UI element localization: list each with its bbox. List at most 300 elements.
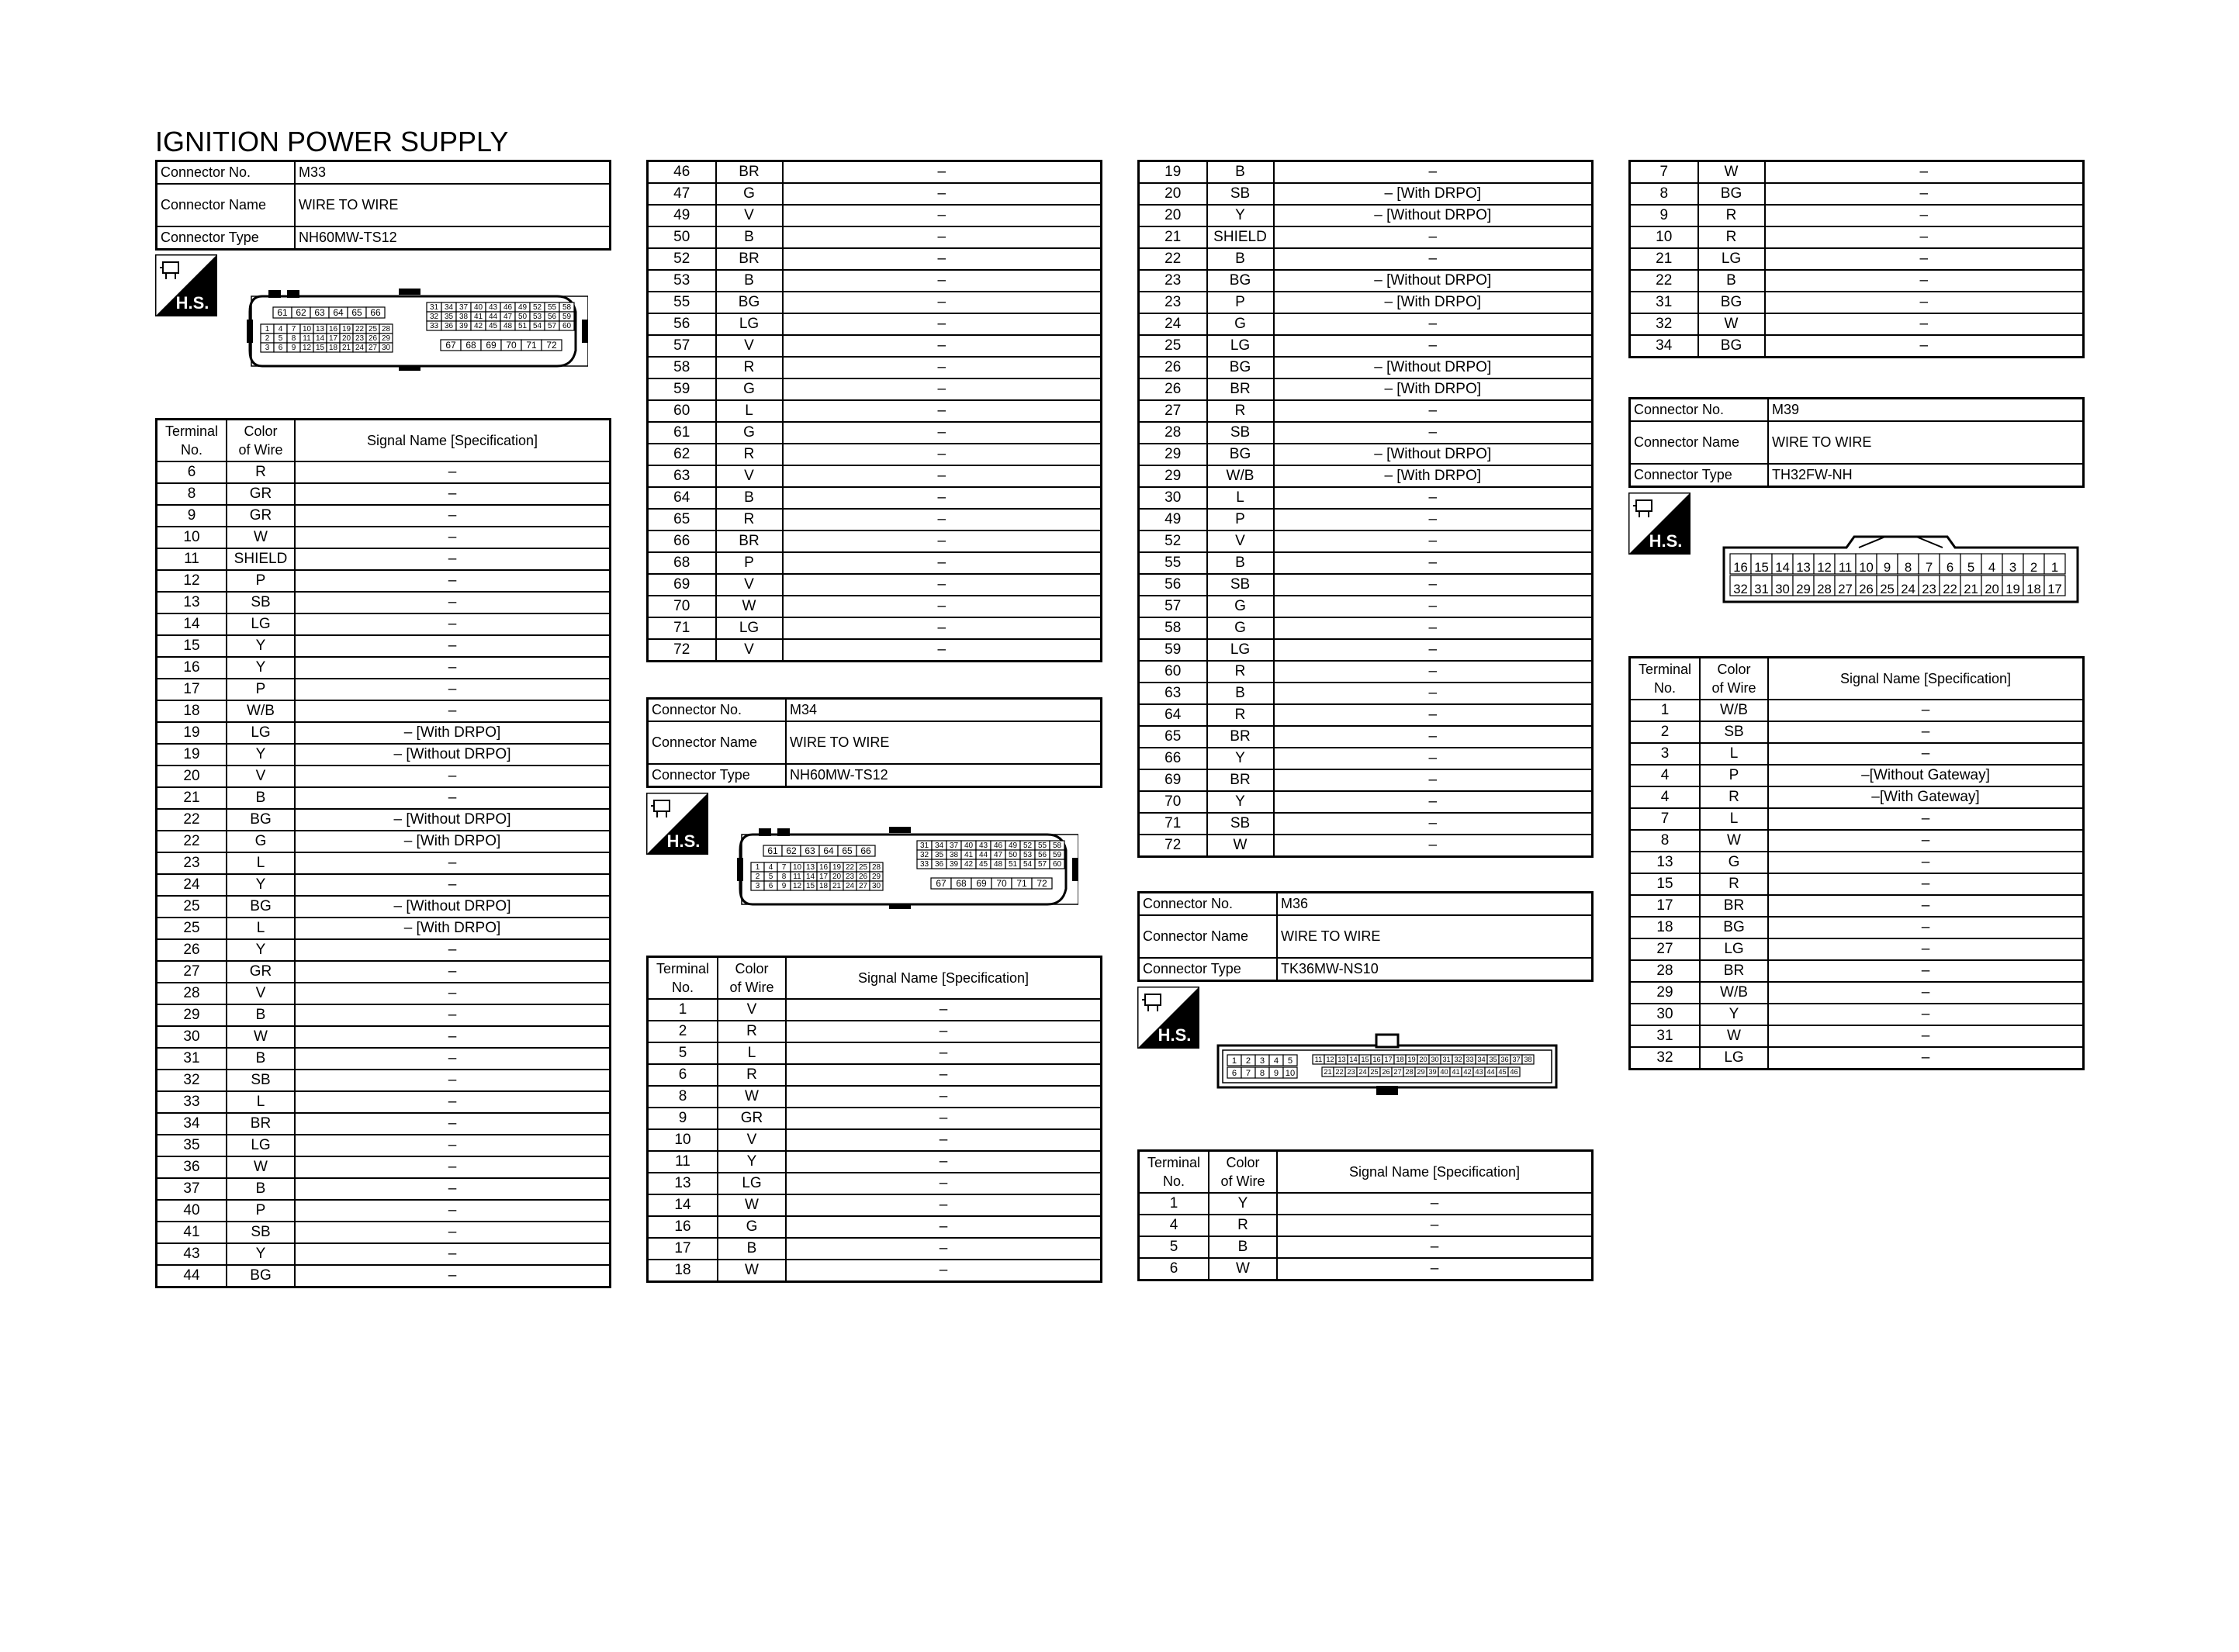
wire-color-cell: W bbox=[718, 1086, 786, 1108]
pin-label: 21 bbox=[1964, 582, 1978, 596]
terminal-cell: 71 bbox=[648, 617, 716, 639]
wire-color-cell: GR bbox=[718, 1108, 786, 1129]
pin-label: 11 bbox=[1314, 1056, 1323, 1063]
terminal-cell: 41 bbox=[157, 1222, 227, 1243]
terminal-cell: 25 bbox=[157, 918, 227, 939]
pin-label: 9 bbox=[781, 882, 787, 890]
signal-name-cell: – bbox=[1768, 808, 2084, 830]
terminal-cell: 11 bbox=[157, 548, 227, 570]
signal-table-m39 bbox=[1628, 656, 2085, 1070]
table-row bbox=[157, 1178, 611, 1200]
pin-label: 70 bbox=[506, 340, 517, 351]
terminal-cell: 66 bbox=[648, 531, 716, 552]
pin-label: 20 bbox=[1985, 582, 1999, 596]
pin-label: 50 bbox=[517, 313, 528, 321]
signal-name-cell: – bbox=[783, 226, 1102, 248]
pin-label: 27 bbox=[1393, 1068, 1402, 1076]
terminal-cell: 70 bbox=[648, 596, 716, 617]
signal-name-cell: – bbox=[1274, 661, 1593, 683]
pin-label: 43 bbox=[978, 842, 988, 850]
table-row bbox=[157, 635, 611, 657]
wire-color-cell: LG bbox=[1700, 1047, 1768, 1070]
pin-label: 50 bbox=[1008, 851, 1018, 859]
pin-label: 67 bbox=[445, 340, 456, 351]
signal-name-cell: – bbox=[783, 639, 1102, 662]
pin-label: 35 bbox=[934, 851, 944, 859]
pin-label: 19 bbox=[341, 325, 351, 334]
pin-label: 24 bbox=[845, 882, 855, 890]
table-row bbox=[157, 1222, 611, 1243]
wire-color-cell: B bbox=[718, 1238, 786, 1260]
wire-color-cell: LG bbox=[716, 313, 783, 335]
wire-color-cell: BR bbox=[1207, 769, 1274, 791]
signal-name-cell: – [With DRPO] bbox=[295, 722, 611, 744]
terminal-cell: 32 bbox=[1630, 1047, 1701, 1070]
signal-name-cell: – bbox=[295, 1243, 611, 1265]
signal-name-cell: – bbox=[295, 939, 611, 961]
wire-color-cell: SB bbox=[227, 592, 295, 613]
pin-label: 27 bbox=[1838, 582, 1853, 596]
wire-color-cell: Y bbox=[1207, 791, 1274, 813]
pin-label: 7 bbox=[291, 325, 296, 334]
table-row bbox=[1630, 873, 2084, 895]
terminal-cell: 11 bbox=[648, 1151, 718, 1173]
table-row bbox=[157, 570, 611, 592]
signal-table-m34 bbox=[646, 956, 1102, 1283]
wire-color-cell: W/B bbox=[227, 700, 295, 722]
pin-label: 72 bbox=[1036, 878, 1047, 889]
terminal-cell: 23 bbox=[157, 852, 227, 874]
pin-label: 7 bbox=[1925, 560, 1933, 575]
pin-label: 28 bbox=[381, 325, 391, 334]
wire-color-cell: B bbox=[227, 1048, 295, 1070]
signal-name-cell: – bbox=[1768, 700, 2084, 721]
table-row bbox=[1139, 292, 1593, 313]
table-row bbox=[1630, 960, 2084, 982]
pin-label: 11 bbox=[303, 334, 311, 343]
terminal-cell: 34 bbox=[157, 1113, 227, 1135]
pin-label: 4 bbox=[768, 863, 773, 872]
pin-label: 39 bbox=[1428, 1068, 1437, 1076]
connector-no-label: Connector No. bbox=[157, 161, 296, 185]
col-terminal-header: Terminal No. bbox=[1139, 1151, 1209, 1194]
terminal-cell: 72 bbox=[648, 639, 716, 662]
signal-name-cell: – bbox=[295, 852, 611, 874]
signal-name-cell: – [Without DRPO] bbox=[295, 809, 611, 831]
terminal-cell: 31 bbox=[1630, 1025, 1701, 1047]
table-row bbox=[1630, 808, 2084, 830]
terminal-cell: 18 bbox=[1630, 917, 1701, 938]
table-row bbox=[648, 574, 1102, 596]
terminal-cell: 14 bbox=[648, 1194, 718, 1216]
wire-color-cell: LG bbox=[1207, 639, 1274, 661]
wire-color-cell: V bbox=[716, 574, 783, 596]
signal-name-cell: – bbox=[1274, 531, 1593, 552]
wire-color-cell: V bbox=[227, 766, 295, 787]
wire-color-cell: W/B bbox=[1207, 465, 1274, 487]
table-row bbox=[1630, 1025, 2084, 1047]
table-row bbox=[648, 378, 1102, 400]
terminal-cell: 7 bbox=[1630, 161, 1698, 184]
table-row bbox=[157, 592, 611, 613]
wire-color-cell: R bbox=[716, 509, 783, 531]
col-color-header: Color of Wire bbox=[718, 957, 786, 1000]
table-row bbox=[1139, 531, 1593, 552]
terminal-cell: 37 bbox=[157, 1178, 227, 1200]
connector-no-value: M34 bbox=[786, 699, 1102, 722]
pin-label: 37 bbox=[459, 303, 469, 312]
signal-name-cell: – bbox=[783, 509, 1102, 531]
pin-label: 32 bbox=[919, 851, 929, 859]
pin-label: 51 bbox=[1008, 860, 1018, 869]
table-row bbox=[1630, 313, 2084, 335]
pin-label: 29 bbox=[871, 873, 881, 881]
signal-name-cell: – bbox=[786, 999, 1102, 1021]
pin-label: 10 bbox=[302, 325, 312, 334]
pin-label: 38 bbox=[1524, 1056, 1532, 1063]
terminal-cell: 20 bbox=[1139, 205, 1207, 226]
signal-name-cell: – bbox=[1768, 1047, 2084, 1070]
terminal-cell: 16 bbox=[648, 1216, 718, 1238]
table-row bbox=[157, 527, 611, 548]
wire-color-cell: P bbox=[716, 552, 783, 574]
wire-color-cell: BG bbox=[227, 896, 295, 918]
terminal-cell: 27 bbox=[157, 961, 227, 983]
pin-label: 14 bbox=[1349, 1056, 1358, 1063]
signal-name-cell: –[Without Gateway] bbox=[1768, 765, 2084, 786]
terminal-cell: 8 bbox=[1630, 830, 1701, 852]
pin-label: 10 bbox=[1285, 1069, 1296, 1078]
pin-label: 2 bbox=[2030, 560, 2038, 575]
pin-label: 30 bbox=[1431, 1056, 1439, 1063]
pin-label: 20 bbox=[341, 334, 351, 343]
table-row bbox=[157, 1091, 611, 1113]
signal-name-cell: – bbox=[1765, 248, 2084, 270]
pin-label: 15 bbox=[805, 882, 815, 890]
table-row bbox=[1630, 786, 2084, 808]
table-row bbox=[157, 1026, 611, 1048]
table-row bbox=[157, 1004, 611, 1026]
wire-color-cell: R bbox=[1698, 226, 1765, 248]
pin-label: 42 bbox=[1463, 1068, 1472, 1076]
wire-color-cell: W bbox=[1698, 161, 1765, 184]
terminal-cell: 30 bbox=[157, 1026, 227, 1048]
pin-label: 64 bbox=[333, 307, 344, 318]
signal-name-cell: – bbox=[1768, 743, 2084, 765]
pin-label: 6 bbox=[1946, 560, 1954, 575]
terminal-cell: 62 bbox=[648, 444, 716, 465]
wire-color-cell: Y bbox=[1700, 1004, 1768, 1025]
wire-color-cell: SB bbox=[1207, 183, 1274, 205]
table-row bbox=[1139, 335, 1593, 357]
wire-color-cell: R bbox=[716, 444, 783, 465]
pin-label: 20 bbox=[832, 873, 842, 881]
wire-color-cell: B bbox=[227, 787, 295, 809]
pin-label: 9 bbox=[1273, 1069, 1279, 1078]
terminal-cell: 20 bbox=[1139, 183, 1207, 205]
pin-label: 7 bbox=[781, 863, 787, 872]
hs-icon bbox=[1628, 492, 1690, 555]
wire-color-cell: R bbox=[1698, 205, 1765, 226]
pin-label: 15 bbox=[1754, 560, 1769, 575]
col-color-header: Color of Wire bbox=[1209, 1151, 1277, 1194]
wire-color-cell: G bbox=[1207, 617, 1274, 639]
wire-color-cell: V bbox=[227, 983, 295, 1004]
wire-color-cell: SHIELD bbox=[227, 548, 295, 570]
wire-color-cell: B bbox=[227, 1178, 295, 1200]
signal-name-cell: – bbox=[295, 961, 611, 983]
table-row bbox=[1139, 422, 1593, 444]
table-row bbox=[648, 205, 1102, 226]
terminal-cell: 21 bbox=[157, 787, 227, 809]
pin-label: 54 bbox=[1023, 860, 1033, 869]
terminal-cell: 56 bbox=[648, 313, 716, 335]
terminal-cell: 36 bbox=[157, 1156, 227, 1178]
table-row bbox=[1630, 700, 2084, 721]
pin-label: 32 bbox=[1733, 582, 1748, 596]
table-row bbox=[1630, 270, 2084, 292]
wire-color-cell: BG bbox=[716, 292, 783, 313]
col-color-header: Color of Wire bbox=[1700, 658, 1768, 700]
pin-label: 35 bbox=[1489, 1056, 1497, 1063]
terminal-cell: 63 bbox=[1139, 683, 1207, 704]
signal-name-cell: – bbox=[1274, 683, 1593, 704]
terminal-cell: 31 bbox=[1630, 292, 1698, 313]
pin-label: 45 bbox=[978, 860, 988, 869]
pin-label: 54 bbox=[532, 322, 542, 330]
pin-label: 5 bbox=[1967, 560, 1975, 575]
wire-color-cell: V bbox=[716, 465, 783, 487]
table-row bbox=[648, 1129, 1102, 1151]
wire-color-cell: BG bbox=[1207, 444, 1274, 465]
terminal-cell: 10 bbox=[648, 1129, 718, 1151]
pin-label: 40 bbox=[1440, 1068, 1448, 1076]
wire-color-cell: BR bbox=[716, 531, 783, 552]
table-row bbox=[1630, 205, 2084, 226]
wire-color-cell: SB bbox=[1207, 813, 1274, 835]
table-row bbox=[1139, 248, 1593, 270]
wire-color-cell: W bbox=[1209, 1258, 1277, 1280]
table-row bbox=[1139, 226, 1593, 248]
pin-label: 13 bbox=[1338, 1056, 1346, 1063]
table-row bbox=[648, 1064, 1102, 1086]
signal-name-cell: – bbox=[786, 1173, 1102, 1194]
terminal-cell: 63 bbox=[648, 465, 716, 487]
wire-color-cell: Y bbox=[227, 635, 295, 657]
wire-color-cell: W bbox=[227, 1026, 295, 1048]
signal-table-m36-cont bbox=[1628, 160, 2085, 358]
terminal-cell: 4 bbox=[1139, 1215, 1209, 1236]
terminal-cell: 35 bbox=[157, 1135, 227, 1156]
connector-name-label: Connector Name bbox=[157, 184, 296, 226]
pin-label: 58 bbox=[562, 303, 572, 312]
signal-name-cell: – bbox=[786, 1151, 1102, 1173]
wire-color-cell: L bbox=[1207, 487, 1274, 509]
pin-label: 26 bbox=[368, 334, 378, 343]
signal-name-cell: – bbox=[783, 248, 1102, 270]
signal-name-cell: – bbox=[1274, 226, 1593, 248]
pin-label: 16 bbox=[1733, 560, 1748, 575]
table-row bbox=[1630, 852, 2084, 873]
signal-name-cell: – bbox=[1274, 704, 1593, 726]
signal-name-cell: – bbox=[295, 1222, 611, 1243]
pin-label: 28 bbox=[1817, 582, 1832, 596]
connector-no-label: Connector No. bbox=[648, 699, 787, 722]
pin-label: 37 bbox=[949, 842, 959, 850]
table-row bbox=[157, 679, 611, 700]
signal-name-cell: – bbox=[1765, 292, 2084, 313]
terminal-cell: 23 bbox=[1139, 292, 1207, 313]
table-row bbox=[1139, 509, 1593, 531]
table-row bbox=[1630, 1047, 2084, 1070]
signal-table-m36 bbox=[1137, 1149, 1594, 1281]
signal-table-m34-cont bbox=[1137, 160, 1594, 858]
pin-label: 57 bbox=[1037, 860, 1047, 869]
pin-label: 24 bbox=[355, 344, 365, 352]
signal-name-cell: – bbox=[1274, 769, 1593, 791]
table-row bbox=[1139, 313, 1593, 335]
terminal-cell: 19 bbox=[1139, 161, 1207, 184]
pin-label: 47 bbox=[503, 313, 513, 321]
signal-name-cell: – bbox=[295, 1156, 611, 1178]
pin-label: 42 bbox=[473, 322, 483, 330]
terminal-cell: 1 bbox=[1139, 1193, 1209, 1215]
wire-color-cell: B bbox=[716, 270, 783, 292]
signal-name-cell: – bbox=[295, 1048, 611, 1070]
terminal-cell: 12 bbox=[157, 570, 227, 592]
table-row bbox=[1139, 400, 1593, 422]
signal-name-cell: – [With DRPO] bbox=[295, 831, 611, 852]
wire-color-cell: B bbox=[227, 1004, 295, 1026]
wire-color-cell: LG bbox=[227, 613, 295, 635]
table-row bbox=[648, 465, 1102, 487]
terminal-cell: 20 bbox=[157, 766, 227, 787]
pin-label: 4 bbox=[1988, 560, 1996, 575]
terminal-cell: 2 bbox=[648, 1021, 718, 1042]
signal-name-cell: – bbox=[295, 548, 611, 570]
terminal-cell: 23 bbox=[1139, 270, 1207, 292]
table-row bbox=[1139, 813, 1593, 835]
signal-name-cell: – bbox=[1277, 1193, 1593, 1215]
table-row bbox=[157, 1113, 611, 1135]
table-row bbox=[157, 657, 611, 679]
pin-label: 63 bbox=[805, 845, 815, 856]
signal-name-cell: – bbox=[1768, 1004, 2084, 1025]
table-row bbox=[1630, 895, 2084, 917]
wire-color-cell: SB bbox=[1700, 721, 1768, 743]
pin-label: 72 bbox=[546, 340, 557, 351]
wire-color-cell: BR bbox=[716, 161, 783, 184]
wire-color-cell: R bbox=[1209, 1215, 1277, 1236]
pin-label: 34 bbox=[1477, 1056, 1486, 1063]
wire-color-cell: Y bbox=[227, 657, 295, 679]
pin-label: 24 bbox=[1901, 582, 1915, 596]
pin-label: 14 bbox=[1775, 560, 1790, 575]
terminal-cell: 25 bbox=[157, 896, 227, 918]
pin-label: 19 bbox=[1407, 1056, 1416, 1063]
table-row bbox=[1139, 378, 1593, 400]
wire-color-cell: R bbox=[1700, 786, 1768, 808]
signal-name-cell: – bbox=[783, 313, 1102, 335]
pin-label: 68 bbox=[465, 340, 476, 351]
terminal-cell: 29 bbox=[1139, 465, 1207, 487]
pin-label: 28 bbox=[871, 863, 881, 872]
connector-name-value: WIRE TO WIRE bbox=[1768, 421, 2084, 464]
col-signal-header: Signal Name [Specification] bbox=[786, 957, 1102, 1000]
connector-name-value: WIRE TO WIRE bbox=[1277, 915, 1593, 958]
wire-color-cell: W bbox=[227, 1156, 295, 1178]
pin-label: 48 bbox=[993, 860, 1003, 869]
table-row bbox=[648, 487, 1102, 509]
signal-name-cell: – bbox=[295, 1265, 611, 1287]
pin-label: 2 bbox=[755, 873, 760, 881]
signal-name-cell: – bbox=[295, 679, 611, 700]
table-row bbox=[157, 744, 611, 766]
table-row bbox=[648, 183, 1102, 205]
pin-label: 26 bbox=[1859, 582, 1874, 596]
pin-label: 31 bbox=[1442, 1056, 1451, 1063]
hs-icon bbox=[1137, 987, 1199, 1049]
wire-color-cell: G bbox=[227, 831, 295, 852]
wire-color-cell: Y bbox=[227, 874, 295, 896]
pin-label: 57 bbox=[547, 322, 557, 330]
wire-color-cell: P bbox=[1207, 292, 1274, 313]
signal-name-cell: – [With DRPO] bbox=[1274, 292, 1593, 313]
wire-color-cell: GR bbox=[227, 483, 295, 505]
signal-name-cell: – bbox=[295, 874, 611, 896]
terminal-cell: 18 bbox=[648, 1260, 718, 1282]
terminal-cell: 28 bbox=[1139, 422, 1207, 444]
connector-info-m34 bbox=[646, 697, 1102, 788]
table-row bbox=[157, 896, 611, 918]
connector-no-value: M39 bbox=[1768, 399, 2084, 422]
pin-label: 33 bbox=[429, 322, 439, 330]
pin-label: 39 bbox=[949, 860, 959, 869]
connector-name-label: Connector Name bbox=[648, 721, 787, 764]
col-color-header: Color of Wire bbox=[227, 420, 295, 462]
signal-name-cell: – bbox=[783, 400, 1102, 422]
signal-name-cell: – [With DRPO] bbox=[1274, 465, 1593, 487]
pin-label: 23 bbox=[355, 334, 365, 343]
table-row bbox=[648, 226, 1102, 248]
wire-color-cell: SHIELD bbox=[1207, 226, 1274, 248]
table-row bbox=[648, 313, 1102, 335]
terminal-cell: 27 bbox=[1139, 400, 1207, 422]
col-signal-header: Signal Name [Specification] bbox=[1277, 1151, 1593, 1194]
pin-label: 8 bbox=[291, 334, 296, 343]
signal-name-cell: – bbox=[1768, 938, 2084, 960]
pin-label: 24 bbox=[1358, 1068, 1367, 1076]
signal-name-cell: – [Without DRPO] bbox=[1274, 270, 1593, 292]
pin-label: 15 bbox=[1361, 1056, 1369, 1063]
pin-label: 65 bbox=[351, 307, 362, 318]
table-row bbox=[1139, 1193, 1593, 1215]
terminal-cell: 17 bbox=[648, 1238, 718, 1260]
table-row bbox=[1139, 726, 1593, 748]
table-row bbox=[648, 531, 1102, 552]
pin-label: 53 bbox=[532, 313, 542, 321]
signal-name-cell: – bbox=[1768, 1025, 2084, 1047]
pin-label: 2 bbox=[265, 334, 270, 343]
pin-label: 17 bbox=[1384, 1056, 1393, 1063]
wire-color-cell: LG bbox=[1700, 938, 1768, 960]
table-row bbox=[157, 918, 611, 939]
pin-label: 36 bbox=[934, 860, 944, 869]
pin-label: 1 bbox=[755, 863, 760, 872]
wire-color-cell: G bbox=[716, 422, 783, 444]
signal-name-cell: – bbox=[783, 357, 1102, 378]
pin-label: 4 bbox=[1273, 1056, 1279, 1066]
